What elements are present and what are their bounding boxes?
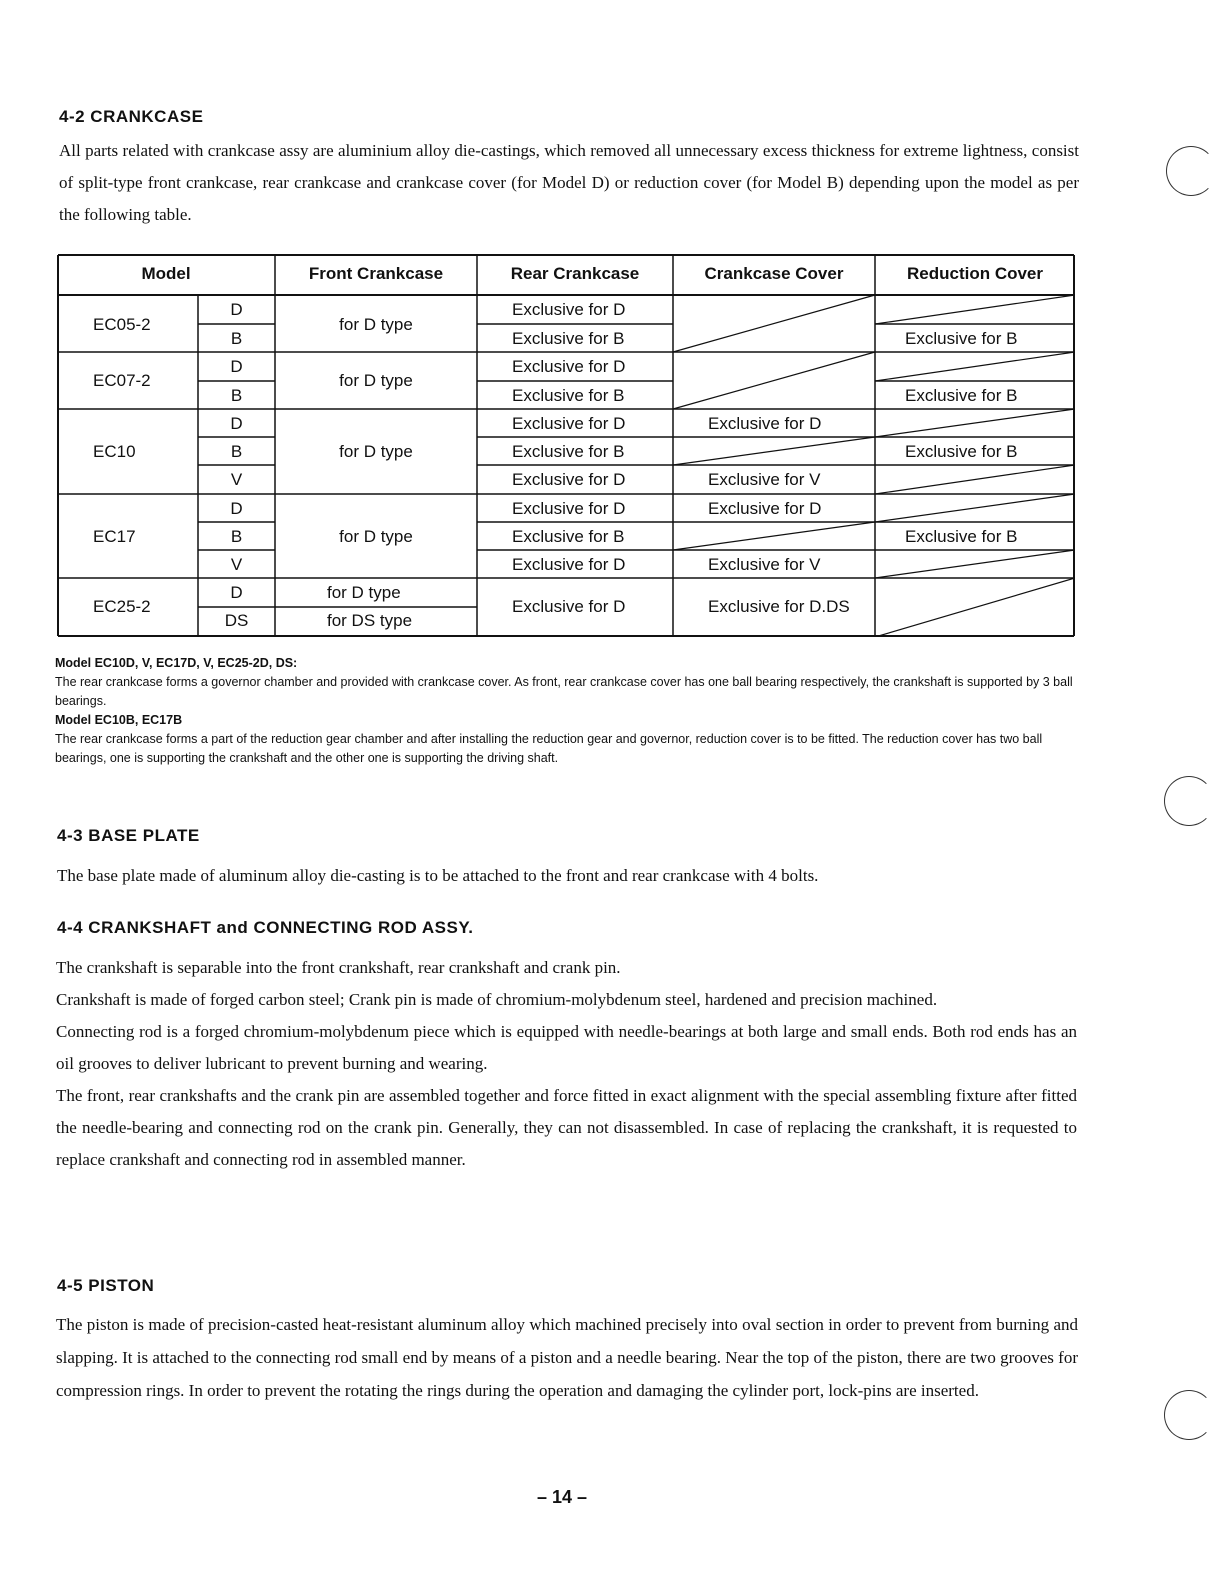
type-cell: DS xyxy=(224,611,249,630)
note-heading: Model EC10D, V, EC17D, V, EC25-2D, DS: xyxy=(55,656,298,670)
type-cell: D xyxy=(230,357,243,376)
model-cell: EC07-2 xyxy=(93,371,151,390)
crankshaft-paragraph: Connecting rod is a forged chromium-molybdenum piece which is equipped with needle-bearings at both large and small ends. Both rod ends has an oil grooves to deliver lubricant to prevent burning and wearing. xyxy=(56,1022,1077,1073)
type-cell: D xyxy=(230,300,243,319)
model-cell: EC17 xyxy=(93,527,136,546)
front-crankcase-cell: for DS type xyxy=(327,611,413,630)
model-cell: EC10 xyxy=(93,442,136,461)
not-applicable-stroke xyxy=(875,295,1075,324)
not-applicable-stroke xyxy=(673,437,875,465)
front-crankcase-cell: for D type xyxy=(339,315,413,334)
punch-hole-mark xyxy=(1164,1390,1214,1440)
crankcase-cover-cell: Exclusive for D xyxy=(708,499,822,518)
not-applicable-stroke xyxy=(673,352,875,409)
rear-crankcase-cell: Exclusive for D xyxy=(512,597,626,616)
type-cell: D xyxy=(230,499,243,518)
section-heading-base-plate: 4-3 BASE PLATE xyxy=(57,826,200,845)
model-cell: EC05-2 xyxy=(93,315,151,334)
front-crankcase-cell: for D type xyxy=(339,371,413,390)
crankcase-intro xyxy=(59,135,1079,231)
front-crankcase-cell: for D type xyxy=(327,583,401,602)
rear-crankcase-cell: Exclusive for D xyxy=(512,499,626,518)
not-applicable-stroke xyxy=(875,494,1075,522)
crankshaft-paragraph: The crankshaft is separable into the front crankshaft, rear crankshaft and crank pin. xyxy=(56,958,621,977)
reduction-cover-cell: Exclusive for B xyxy=(905,442,1018,461)
type-cell: B xyxy=(230,527,243,546)
type-cell: B xyxy=(230,442,243,461)
crankcase-intro-text: All parts related with crankcase assy are aluminium alloy die-castings, which removed all unnecessary excess thickness for extreme lightness, consist of split-type front crankcase, rear crankcase and crankcase cover (for Model D) or reduction cover (for Model B) depending upon the model as per the following table. xyxy=(59,141,1079,224)
type-cell: B xyxy=(230,386,243,405)
not-applicable-stroke xyxy=(673,295,875,352)
header-rear-crankcase: Rear Crankcase xyxy=(510,264,640,283)
crankcase-cover-cell: Exclusive for D xyxy=(708,414,822,433)
not-applicable-stroke xyxy=(875,550,1075,578)
rear-crankcase-cell: Exclusive for D xyxy=(512,470,626,489)
rear-crankcase-cell: Exclusive for B xyxy=(512,527,625,546)
note-heading: Model EC10B, EC17B xyxy=(55,713,183,727)
crankcase-cover-cell: Exclusive for V xyxy=(708,470,821,489)
header-reduction-cover: Reduction Cover xyxy=(906,264,1044,283)
rear-crankcase-cell: Exclusive for D xyxy=(512,300,626,319)
crankshaft-body xyxy=(56,952,1077,1176)
header-front-crankcase: Front Crankcase xyxy=(308,264,444,283)
not-applicable-stroke xyxy=(875,352,1075,381)
type-cell: B xyxy=(230,329,243,348)
table-notes xyxy=(55,654,1083,768)
note-text: The rear crankcase forms a part of the reduction gear chamber and after installing the reduction gear and governor, reduction cover is to be fitted. The reduction cover has two ball bearings, one is supporting the crankshaft and the other one is supporting the driving shaft. xyxy=(55,732,1043,765)
rear-crankcase-cell: Exclusive for D xyxy=(512,414,626,433)
crankcase-cover-cell: Exclusive for V xyxy=(708,555,821,574)
page-number: – 14 – xyxy=(536,1487,588,1507)
front-crankcase-cell: for D type xyxy=(339,527,413,546)
not-applicable-stroke xyxy=(875,578,1075,637)
not-applicable-stroke xyxy=(875,465,1075,494)
base-plate-text: The base plate made of aluminum alloy die-casting is to be attached to the front and rear crankcase with 4 bolts. xyxy=(57,866,819,885)
crankcase-cover-cell: Exclusive for D.DS xyxy=(708,597,850,616)
type-cell: D xyxy=(230,414,243,433)
rear-crankcase-cell: Exclusive for D xyxy=(512,555,626,574)
crankshaft-paragraph: Crankshaft is made of forged carbon steel; Crank pin is made of chromium-molybdenum steel, hardened and precision machined. xyxy=(56,990,938,1009)
section-heading-crankshaft: 4-4 CRANKSHAFT and CONNECTING ROD ASSY. xyxy=(57,918,474,937)
section-heading-crankcase: 4-2 CRANKCASE xyxy=(59,107,204,126)
model-cell: EC25-2 xyxy=(93,597,151,616)
type-cell: D xyxy=(230,583,243,602)
type-cell: V xyxy=(230,555,243,574)
reduction-cover-cell: Exclusive for B xyxy=(905,386,1018,405)
rear-crankcase-cell: Exclusive for D xyxy=(512,357,626,376)
header-model: Model xyxy=(141,264,191,283)
header-crankcase-cover: Crankcase Cover xyxy=(704,264,844,283)
not-applicable-stroke xyxy=(673,522,875,550)
piston-text: The piston is made of precision-casted heat-resistant aluminum alloy which machined precisely into oval section in order to prevent from burning and slapping. It is attached to the connecting rod small end by means of a piston and a needle bearing. Near the top of the piston, there are two grooves for compression rings. In order to prevent the rotating the rings during the operation and damaging the cylinder port, lock-pins are inserted. xyxy=(56,1315,1078,1400)
crankcase-model-table xyxy=(57,254,1075,637)
rear-crankcase-cell: Exclusive for B xyxy=(512,386,625,405)
reduction-cover-cell: Exclusive for B xyxy=(905,329,1018,348)
punch-hole-mark xyxy=(1164,776,1214,826)
crankshaft-paragraph: The front, rear crankshafts and the crank pin are assembled together and force fitted in exact alignment with the special assembling fixture after fitted the needle-bearing and connecting rod on the crank pin. Generally, they can not disassembled. In case of replacing the crankshaft, it is requested to replace crankshaft and connecting rod in assembled manner. xyxy=(56,1086,1077,1169)
rear-crankcase-cell: Exclusive for B xyxy=(512,329,625,348)
note-text: The rear crankcase forms a governor chamber and provided with crankcase cover. As front, rear crankcase cover has one ball bearing respectively, the crankshaft is supported by 3 ball bearings. xyxy=(55,675,1073,708)
not-applicable-stroke xyxy=(875,409,1075,437)
punch-hole-mark xyxy=(1166,146,1216,196)
type-cell: V xyxy=(230,470,243,489)
rear-crankcase-cell: Exclusive for B xyxy=(512,442,625,461)
section-heading-piston: 4-5 PISTON xyxy=(57,1276,155,1295)
reduction-cover-cell: Exclusive for B xyxy=(905,527,1018,546)
front-crankcase-cell: for D type xyxy=(339,442,413,461)
